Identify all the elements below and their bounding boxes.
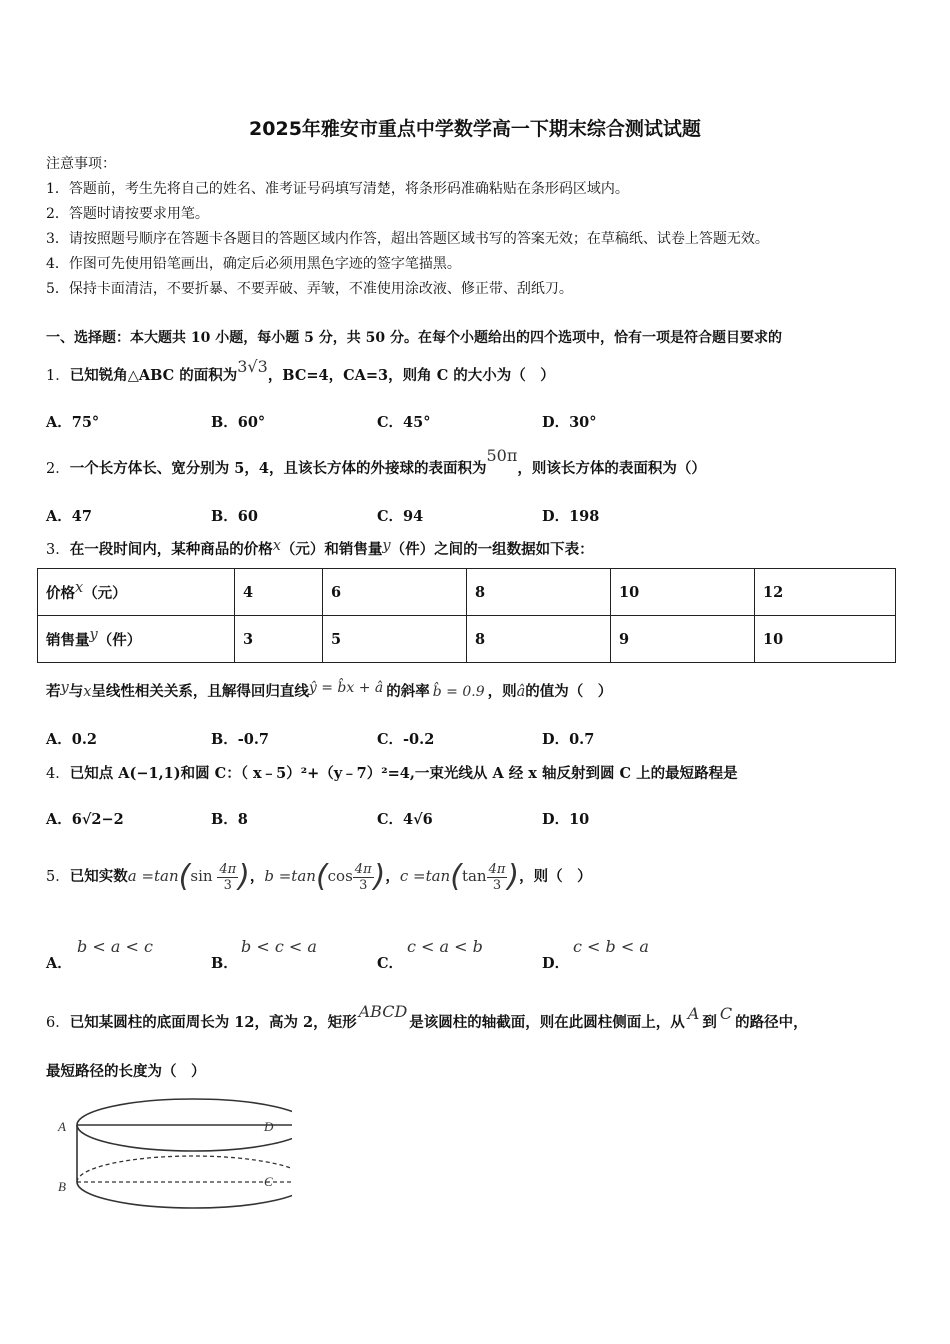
question-text: 在一段时间内，某种商品的价格 — [69, 541, 273, 558]
expression-c: c =tan(tan $\frac{4\pi}{3}$ ) — [399, 859, 520, 894]
question-number: 5． — [46, 869, 70, 885]
option-b: B．60 — [211, 508, 258, 525]
notice-item: 4．作图可先使用铅笔画出，确定后必须用黑色字迹的签字笔描黑。 — [46, 256, 461, 272]
question-text: 已知锐角△ABC 的面积为 — [69, 367, 238, 384]
rectangle-name: ABCD — [358, 1002, 408, 1021]
option-d: D． — [542, 955, 570, 972]
question-text: 一个长方体长、宽分别为 5，4，且该长方体的外接球的表面积为 — [69, 460, 487, 477]
question-2 — [46, 446, 706, 478]
option-a-math: b < a < c — [77, 937, 153, 956]
notice-item: 5．保持卡面清洁，不要折暴、不要弄破、弄皱，不准使用涂改液、修正带、刮纸刀。 — [46, 281, 573, 297]
data-table — [37, 568, 896, 663]
table-row — [38, 616, 896, 663]
bottom-arc-back — [77, 1156, 292, 1182]
option-b: B．8 — [211, 811, 248, 828]
option-c: C． — [377, 955, 404, 972]
question-text: （件）之间的一组数据如下表： — [390, 541, 594, 558]
table-cell: 10 — [755, 616, 896, 663]
option-a: A．75° — [46, 414, 100, 431]
label-c: C — [264, 1174, 273, 1189]
question-text: 已知点 A(−1,1)和圆 C：（ x﹣5）²+（y﹣7）²=4,一束光线从 A 经 x 轴反射到圆 C 上的最短路程是 — [69, 765, 738, 782]
question-5: 5．已知实数a =tan(sin $\frac{4\pi}{3}$ )，b =tan(cos $\frac{4\pi}{3}$ )，c =tan(tan $\frac{4\pi}{3}$ )，则（ ） — [46, 859, 592, 894]
expression-b: b =tan(cos $\frac{4\pi}{3}$ ) — [264, 859, 386, 894]
option-d: D．10 — [542, 811, 590, 828]
option-c: C．4√6 — [377, 811, 433, 828]
option-c: C．45° — [377, 414, 431, 431]
table-cell: 8 — [467, 616, 611, 663]
option-a: A． — [46, 955, 72, 972]
table-cell: 8 — [467, 569, 611, 616]
notice-item: 1．答题前，考生先将自己的姓名、准考证号码填写清楚，将条形码准确粘贴在条形码区域内。 — [46, 181, 629, 197]
table-cell: 12 — [755, 569, 896, 616]
option-c: C．94 — [377, 508, 424, 525]
bottom-arc-front — [77, 1182, 292, 1208]
option-b-math: b < c < a — [241, 937, 317, 956]
math-expression: 50π — [486, 446, 518, 465]
label-d: D — [264, 1119, 274, 1134]
point-c: C — [719, 1004, 733, 1023]
cylinder-figure — [52, 1090, 292, 1220]
question-number: 2． — [46, 461, 70, 477]
notice-heading: 注意事项： — [46, 156, 116, 172]
label-a: A — [58, 1119, 66, 1134]
question-number: 3． — [46, 542, 70, 558]
question-number: 6． — [46, 1015, 70, 1031]
notice-item: 2．答题时请按要求用笔。 — [46, 206, 209, 222]
label-b: B — [58, 1179, 66, 1194]
option-d: D．0.7 — [542, 731, 595, 748]
page-title: 2025年雅安市重点中学数学高一下期末综合测试试题 — [249, 118, 701, 140]
row-header: 价格x（元） — [38, 569, 235, 616]
question-text: ，则该长方体的表面积为（） — [517, 460, 706, 477]
option-d: D．30° — [542, 414, 597, 431]
notice-item: 3．请按照题号顺序在答题卡各题目的答题区域内作答，超出答题区域书写的答案无效；在草稿纸、试卷上答题无效。 — [46, 231, 769, 247]
table-cell: 6 — [323, 569, 467, 616]
expression-a: a =tan(sin $\frac{4\pi}{3}$ ) — [127, 859, 250, 894]
table-cell: 4 — [235, 569, 323, 616]
question-6-line2: 最短路径的长度为（ ） — [46, 1063, 206, 1080]
table-cell: 5 — [323, 616, 467, 663]
question-1 — [46, 357, 555, 385]
table-cell: 3 — [235, 616, 323, 663]
question-text: （元）和销售量 — [280, 541, 383, 558]
option-b: B．60° — [211, 414, 266, 431]
question-6: 6．已知某圆柱的底面周长为 12，高为 2，矩形ABCD是该圆柱的轴截面，则在此圆柱侧面上，从 A 到 C 的路径中， — [46, 1002, 808, 1031]
table-cell: 10 — [611, 569, 755, 616]
option-c: C．-0.2 — [377, 731, 435, 748]
option-b: B．-0.7 — [211, 731, 269, 748]
question-3-followup: 若y与x呈线性相关关系，且解得回归直线ŷ = b̂x + â 的斜率 b̂ = 0.9 ，则â的值为（ ） — [46, 680, 613, 700]
option-c-math: c < a < b — [407, 937, 483, 956]
regression-equation: ŷ = b̂x + â — [308, 680, 384, 696]
question-4 — [46, 762, 738, 783]
section-heading: 一、选择题：本大题共 10 小题，每小题 5 分，共 50 分。在每个小题给出的四个选项中，恰有一项是符合题目要求的 — [46, 330, 782, 346]
point-a: A — [687, 1004, 700, 1023]
question-number: 1． — [46, 368, 70, 384]
table-row — [38, 569, 896, 616]
math-expression: 3√3 — [237, 357, 268, 376]
option-d: D．198 — [542, 508, 600, 525]
question-3 — [46, 538, 594, 559]
table-cell: 9 — [611, 616, 755, 663]
variable-x: x — [272, 538, 281, 554]
option-d-math: c < b < a — [573, 937, 649, 956]
variable-y: y — [382, 538, 391, 554]
row-header: 销售量y（件） — [38, 616, 235, 663]
option-a: A．0.2 — [46, 731, 97, 748]
option-b: B． — [211, 955, 238, 972]
slope-value: b̂ = 0.9 — [432, 684, 485, 700]
option-a: A．47 — [46, 508, 92, 525]
question-text: ，BC=4，CA=3，则角 C 的大小为（ ） — [267, 367, 555, 384]
question-number: 4． — [46, 766, 70, 782]
option-a: A．6√2−2 — [46, 811, 124, 828]
